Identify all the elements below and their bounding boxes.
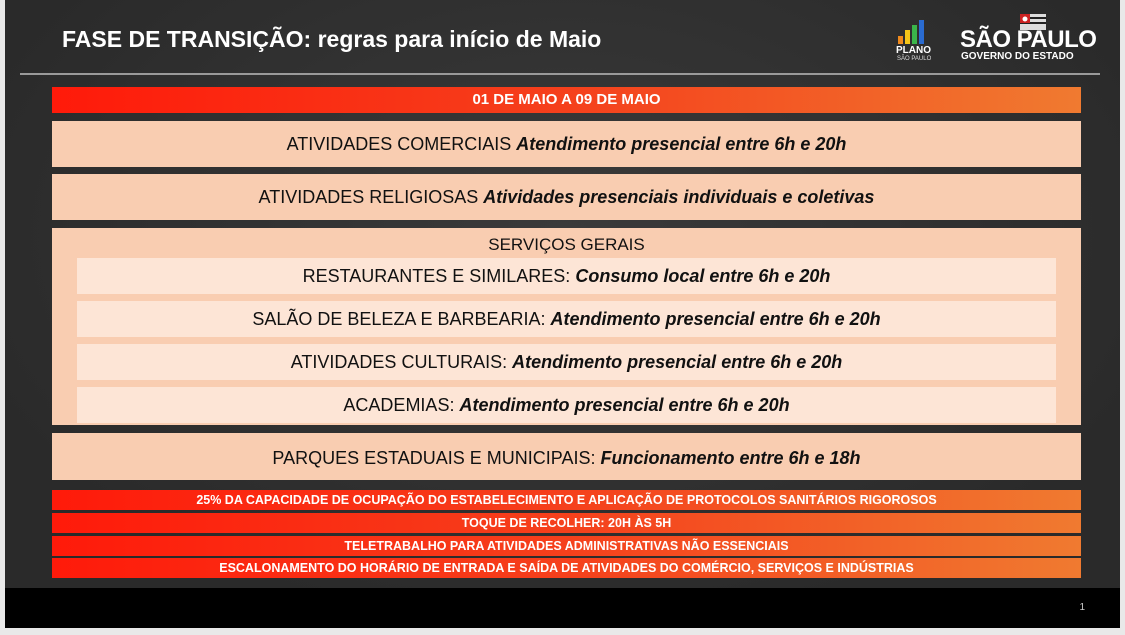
plano-label: PLANO: [896, 45, 931, 56]
title-divider: [20, 73, 1100, 75]
rule-text: Atendimento presencial entre 6h e 20h: [516, 134, 847, 154]
logo: [890, 16, 1100, 66]
rule-box-religiosas: [52, 174, 1081, 220]
notice-bar: ESCALONAMENTO DO HORÁRIO DE ENTRADA E SAÍDA DE ATIVIDADES DO COMÉRCIO, SERVIÇOS E INDÚSTRIAS: [52, 558, 1081, 578]
date-range-bar: 01 DE MAIO A 09 DE MAIO: [52, 87, 1081, 113]
slide: [5, 0, 1120, 590]
rule-box-comerciais: [52, 121, 1081, 167]
sao-paulo-label: SÃO PAULO: [960, 26, 1097, 53]
rule-label: ATIVIDADES CULTURAIS:: [290, 352, 508, 372]
rule-text: Atendimento presencial entre 6h e 20h: [512, 352, 843, 372]
rule-label: RESTAURANTES E SIMILARES:: [302, 266, 571, 286]
footer-bar: [5, 588, 1120, 628]
servico-row: [77, 301, 1056, 337]
slide-title: FASE DE TRANSIÇÃO: regras para início de Maio: [62, 26, 602, 52]
rule-text: Funcionamento entre 6h e 18h: [600, 448, 861, 468]
servicos-heading: SERVIÇOS GERAIS: [488, 235, 645, 254]
rule-label: ATIVIDADES COMERCIAIS: [286, 134, 512, 154]
rule-label: ACADEMIAS:: [343, 395, 455, 415]
plano-sub: SÃO PAULO: [897, 56, 932, 62]
rule-text: Atendimento presencial entre 6h e 20h: [459, 395, 790, 415]
notice-bar: 25% DA CAPACIDADE DE OCUPAÇÃO DO ESTABELECIMENTO E APLICAÇÃO DE PROTOCOLOS SANITÁRIOS RIGOROSOS: [52, 490, 1081, 510]
notice-bar: TOQUE DE RECOLHER: 20H ÀS 5H: [52, 513, 1081, 533]
rule-text: Atendimento presencial entre 6h e 20h: [550, 309, 881, 329]
servico-row: [77, 258, 1056, 294]
governo-label: GOVERNO DO ESTADO: [961, 51, 1074, 62]
rule-text: Consumo local entre 6h e 20h: [575, 266, 831, 286]
rule-label: SALÃO DE BELEZA E BARBEARIA:: [252, 309, 546, 329]
rule-text: Atividades presenciais individuais e coletivas: [483, 187, 875, 207]
rule-box-parques: [52, 433, 1081, 480]
rule-label: PARQUES ESTADUAIS E MUNICIPAIS:: [272, 448, 596, 468]
rule-label: ATIVIDADES RELIGIOSAS: [258, 187, 479, 207]
servico-row: [77, 387, 1056, 423]
servico-row: [77, 344, 1056, 380]
page-number: 1: [1079, 602, 1085, 613]
notice-bar: TELETRABALHO PARA ATIVIDADES ADMINISTRATIVAS NÃO ESSENCIAIS: [52, 536, 1081, 556]
servicos-gerais-box: [52, 228, 1081, 425]
